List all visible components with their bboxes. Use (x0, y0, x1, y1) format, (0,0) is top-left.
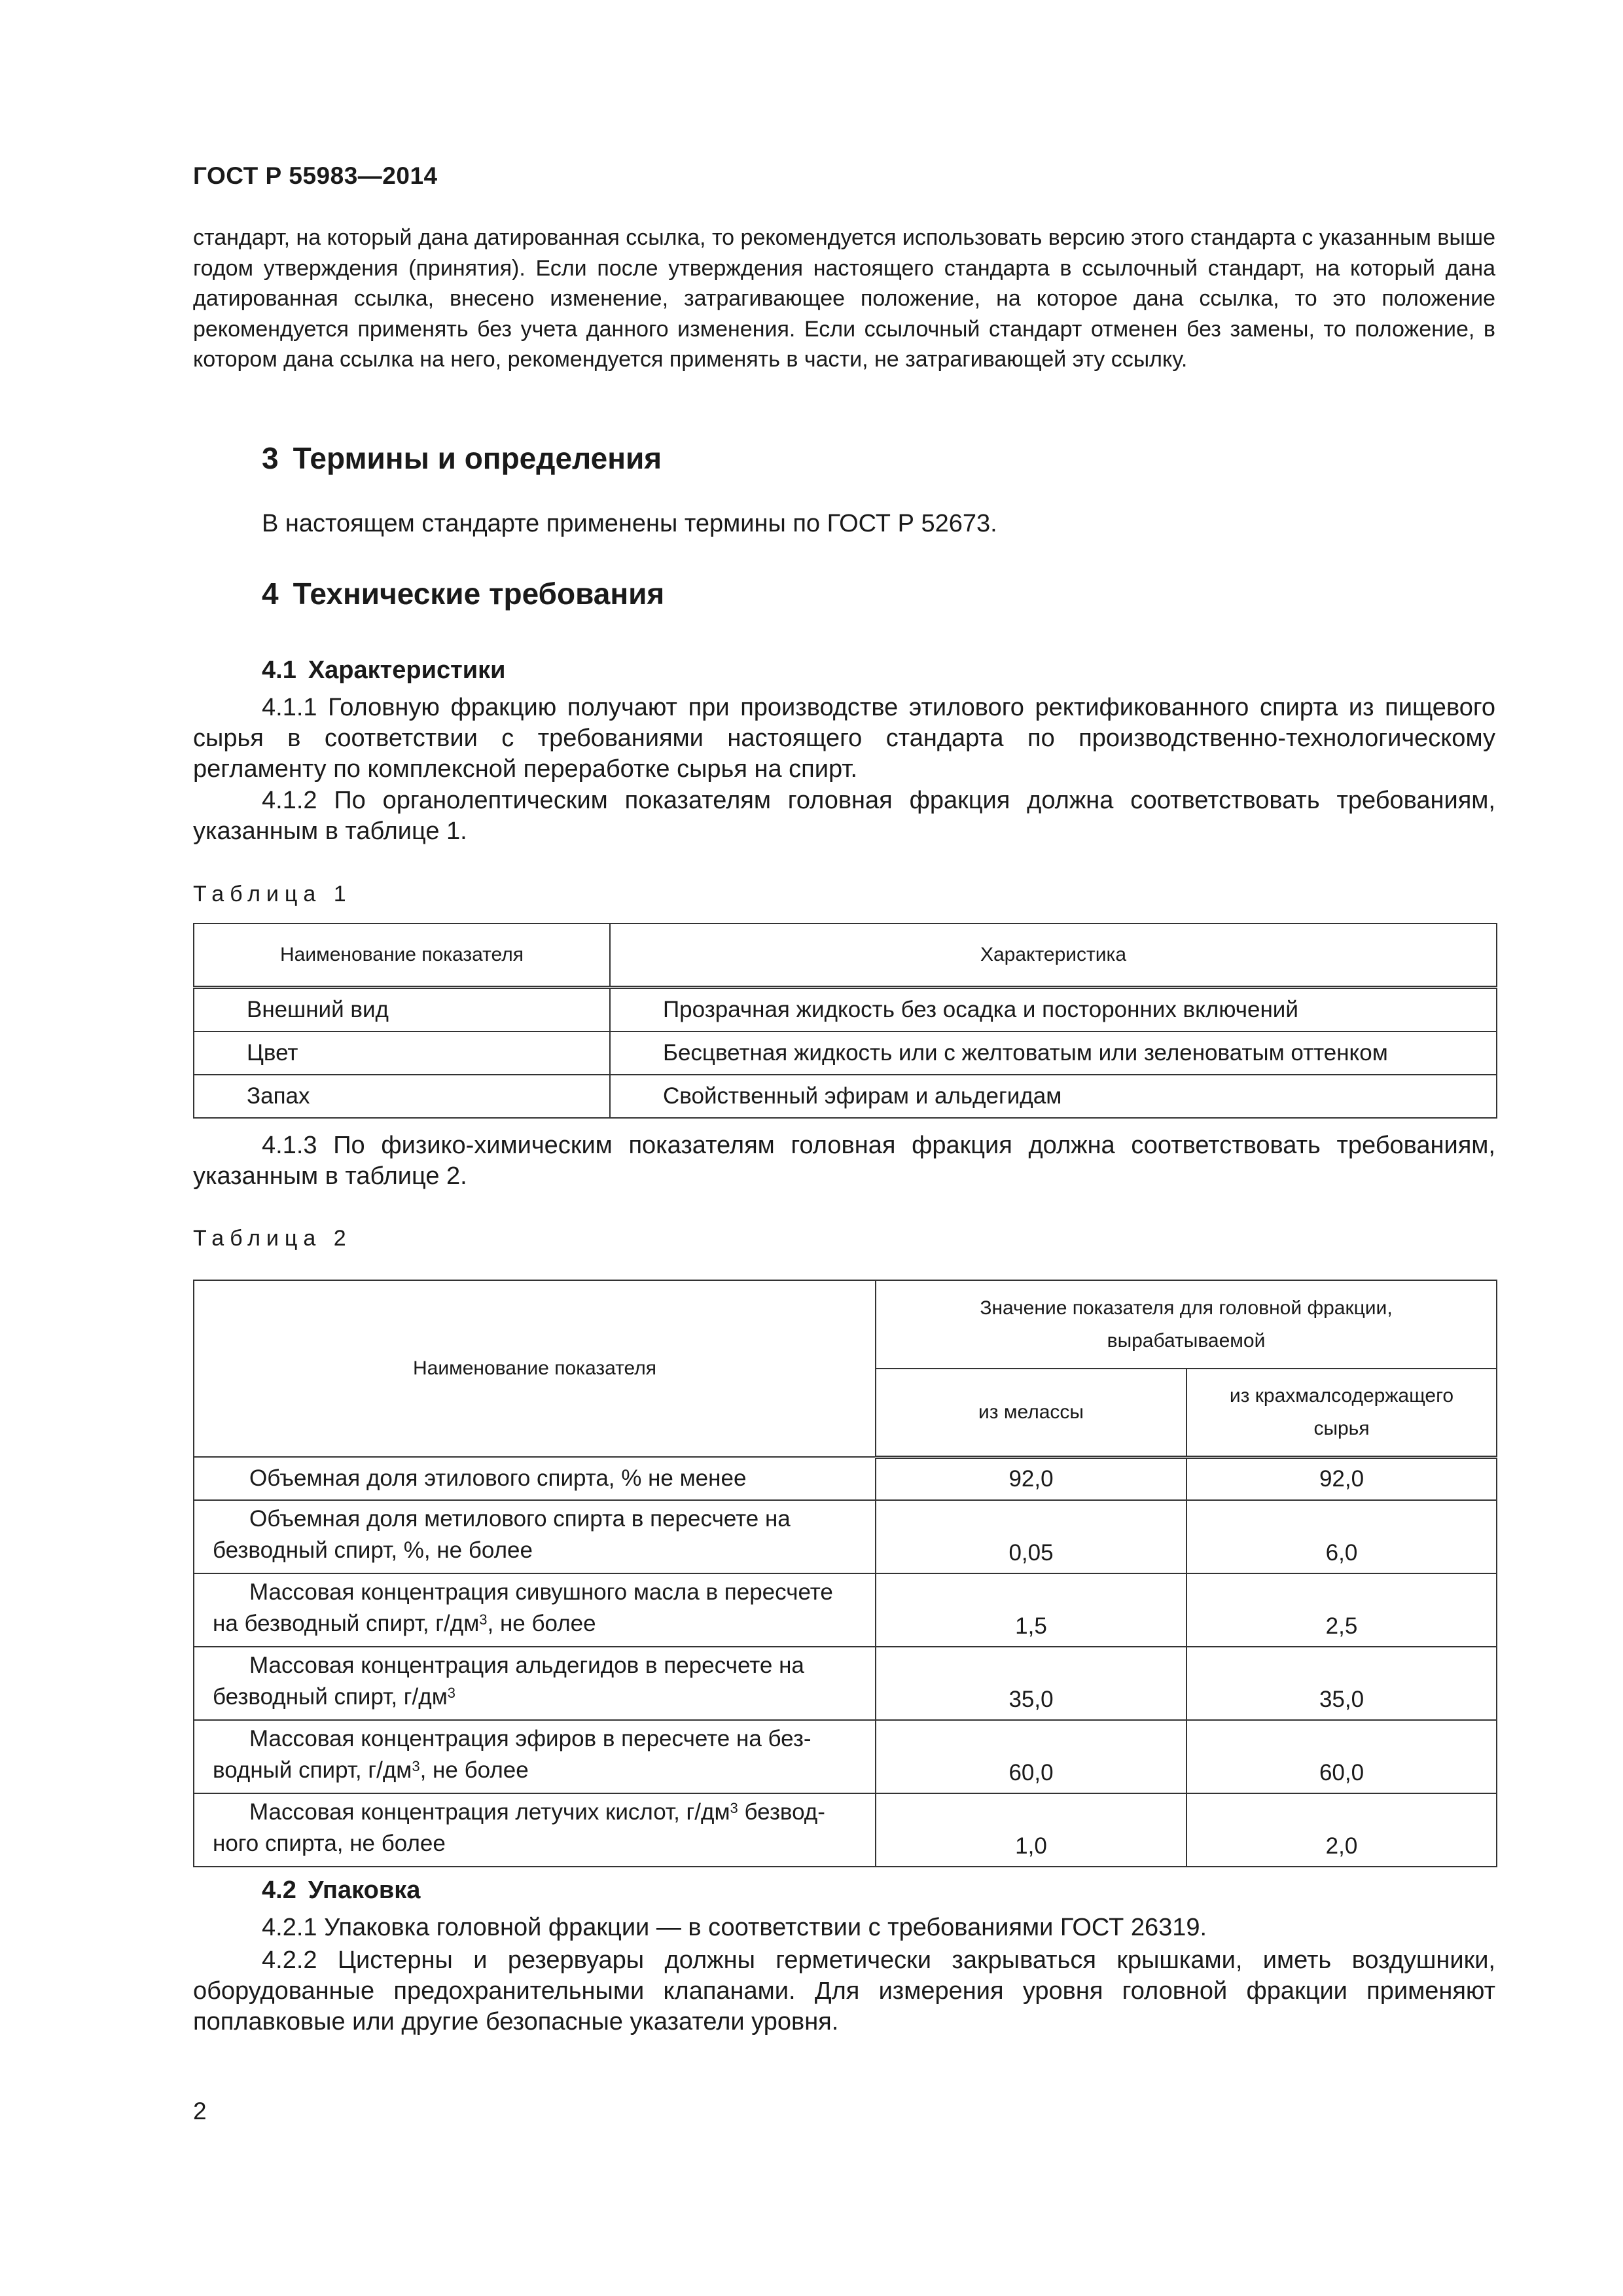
table-cell: 60,0 (1186, 1720, 1497, 1793)
column-header: из мелассы (876, 1369, 1186, 1457)
document-header: ГОСТ Р 55983—2014 (193, 162, 438, 189)
table-cell (194, 1457, 876, 1500)
table-cell: 35,0 (1186, 1647, 1497, 1720)
cell-text: ного спирта, не более (213, 1831, 446, 1856)
column-header: Наименование показателя (194, 1280, 876, 1457)
section-3-text: В настоящем стандарте применены термины по ГОСТ Р 52673. (262, 510, 997, 537)
table-cell: 0,05 (876, 1500, 1186, 1573)
cell-text: , не более (419, 1757, 529, 1783)
table-row (194, 1573, 1497, 1647)
table-2-caption: Таблица 2 (193, 1226, 352, 1251)
subsection-4-2-heading (262, 1876, 420, 1905)
table-row (194, 1793, 1497, 1867)
table-row (194, 1647, 1497, 1720)
table-1 (193, 923, 1497, 1119)
table-cell: 60,0 (876, 1720, 1186, 1793)
cell-text: безвод- (738, 1799, 825, 1825)
cell-text: Массовая концентрация сивушного масла в пересчете (249, 1579, 833, 1605)
section-number: 3 (262, 441, 279, 475)
table-cell (194, 1500, 876, 1573)
paragraph-4-2-1: 4.2.1 Упаковка головной фракции — в соответствии с требованиями ГОСТ 26319. (262, 1914, 1207, 1941)
superscript: 3 (447, 1685, 455, 1701)
paragraph-4-2-2: 4.2.2 Цистерны и резервуары должны герметически закрываться крышками, иметь воздушники, оборудованные предохранительными клапанами. Для измерения уровня головной фракции применяют поплавковые или другие безопасные указатели уровня. (193, 1946, 1495, 2036)
table-cell: Запах (194, 1075, 610, 1118)
cell-text: Объемная доля этилового спирта, % не менее (249, 1465, 747, 1491)
table-row (194, 1075, 1497, 1118)
table-cell: Бесцветная жидкость или с желтоватым или зеленоватым оттенком (610, 1031, 1497, 1075)
table-1-caption: Таблица 1 (193, 882, 352, 906)
table-cell (194, 1793, 876, 1867)
table-cell: 92,0 (876, 1457, 1186, 1500)
cell-text: Массовая концентрация летучих кислот, г/дм (249, 1799, 730, 1825)
table-cell: Прозрачная жидкость без осадка и посторонних включений (610, 988, 1497, 1032)
column-group-header: Значение показателя для головной фракции, вырабатываемой (876, 1280, 1497, 1369)
cell-text (213, 1797, 859, 1828)
table-cell: 1,5 (876, 1573, 1186, 1647)
table-2 (193, 1280, 1497, 1867)
cell-text: на безводный спирт, г/дм (213, 1611, 480, 1636)
table-row (194, 1500, 1497, 1573)
cell-text: , не более (487, 1611, 596, 1636)
table-cell: 2,5 (1186, 1573, 1497, 1647)
table-cell: 2,0 (1186, 1793, 1497, 1867)
table-header-row (194, 924, 1497, 988)
subsection-title: Упаковка (308, 1876, 421, 1904)
table-cell (194, 1573, 876, 1647)
cell-text: Массовая концентрация эфиров в пересчете на без- (249, 1726, 812, 1751)
superscript: 3 (479, 1611, 488, 1628)
table-row (194, 1031, 1497, 1075)
table-cell: 6,0 (1186, 1500, 1497, 1573)
cell-text: Массовая концентрация альдегидов в пересчете на (249, 1653, 804, 1678)
cell-text: безводный спирт, %, не более (213, 1537, 533, 1563)
column-header: из крахмалсодержащего сырья (1186, 1369, 1497, 1457)
table-row (194, 1457, 1497, 1500)
superscript: 3 (412, 1758, 420, 1774)
subsection-number: 4.1 (262, 656, 296, 684)
paragraph-4-1-1: 4.1.1 Головную фракцию получают при производстве этилового ректификованного спирта из пищевого сырья в соответствии с требованиями настоящего стандарта по производственно-технологическому регламенту по комплексной переработке сырья на спирт. (193, 694, 1495, 783)
table-row (194, 988, 1497, 1032)
section-title: Термины и определения (293, 441, 662, 475)
column-header: Наименование показателя (194, 924, 610, 988)
table-cell: Внешний вид (194, 988, 610, 1032)
intro-paragraph: стандарт, на который дана датированная ссылка, то рекомендуется использовать версию этого стандарта с указанным выше годом утверждения (принятия). Если после утверждения настоящего стандарта в ссылочный стандарт, на который дана датированная ссылка, внесено изменение, затрагивающее положение, на которое дана ссылка, то это положение рекомендуется применять без учета данного изменения. Если ссылочный стандарт отменен без замены, то положение, в котором дана ссылка на него, рекомендуется применять в части, не затрагивающей эту ссылку. (193, 225, 1495, 372)
table-cell (194, 1720, 876, 1793)
table-cell: 92,0 (1186, 1457, 1497, 1500)
table-cell (194, 1647, 876, 1720)
table-row (194, 1720, 1497, 1793)
paragraph-4-1-3: 4.1.3 По физико-химическим показателям головная фракция должна соответствовать требованиям, указанным в таблице 2. (193, 1132, 1495, 1190)
table-header-row (194, 1280, 1497, 1369)
subsection-number: 4.2 (262, 1876, 296, 1904)
superscript: 3 (730, 1800, 738, 1816)
table-cell: 1,0 (876, 1793, 1186, 1867)
section-3-heading (262, 440, 662, 476)
cell-text: Объемная доля метилового спирта в пересчете на (249, 1506, 791, 1532)
table-cell: Свойственный эфирам и альдегидам (610, 1075, 1497, 1118)
section-number: 4 (262, 577, 279, 611)
table-cell: Цвет (194, 1031, 610, 1075)
table-cell: 35,0 (876, 1647, 1186, 1720)
subsection-4-1-heading (262, 656, 505, 685)
section-title: Технические требования (293, 577, 665, 611)
cell-text: безводный спирт, г/дм (213, 1684, 448, 1710)
page-number: 2 (193, 2098, 207, 2125)
subsection-title: Характеристики (308, 656, 506, 684)
paragraph-4-1-2: 4.1.2 По органолептическим показателям головная фракция должна соответствовать требованиям, указанным в таблице 1. (193, 787, 1495, 845)
cell-text: водный спирт, г/дм (213, 1757, 412, 1783)
section-4-heading (262, 576, 664, 611)
column-header: Характеристика (610, 924, 1497, 988)
